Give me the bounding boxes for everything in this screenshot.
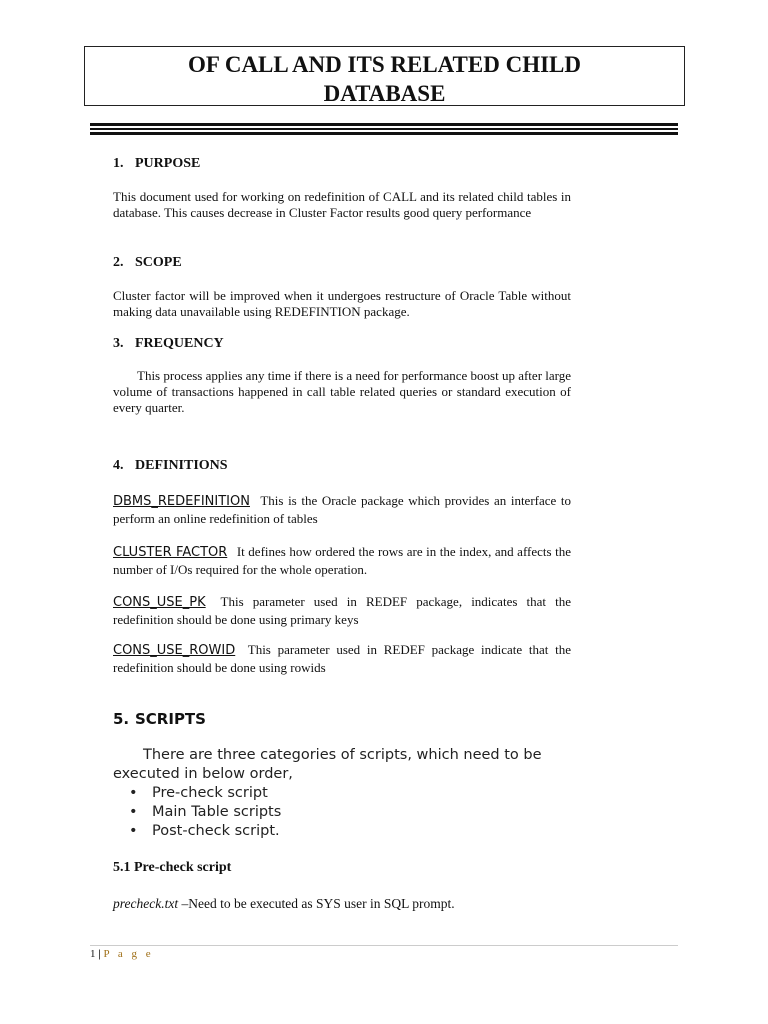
section-heading-scripts: 5. SCRIPTS [113, 710, 206, 728]
definition-desc: This parameter used in REDEF package indicate that the redefinition should be done using rowids [113, 642, 571, 675]
definition-item [113, 593, 571, 628]
title-line-1: OF CALL AND ITS RELATED CHILD [188, 52, 581, 77]
section-heading-definitions: 4. DEFINITIONS [113, 458, 228, 473]
scripts-text: There are three categories of scripts, which need to be executed in below order, [113, 747, 542, 782]
list-item: • Post-check script. [113, 822, 281, 841]
footer-divider [90, 945, 678, 946]
definition-desc: It defines how ordered the rows are in the index, and affects the number of I/Os required for the whole operation. [113, 544, 572, 577]
definition-term: CONS_USE_PK [113, 595, 206, 610]
definition-item [113, 492, 571, 527]
title-rule-top [90, 123, 678, 126]
definition-term: CLUSTER FACTOR [113, 545, 228, 560]
definition-term: CONS_USE_ROWID [113, 643, 236, 658]
definition-term: DBMS_REDEFINITION [113, 494, 250, 509]
purpose-text: This document used for working on redefinition of CALL and its related child tables in database. This causes decrease in Cluster Factor results good query performance [113, 189, 571, 220]
document-title [84, 46, 685, 106]
precheck-filename: precheck.txt [113, 896, 179, 911]
definition-desc: This is the Oracle package which provides an interface to perform an online redefinition of tables [113, 493, 571, 526]
definition-item [113, 543, 571, 578]
precheck-text: precheck.txt –Need to be executed as SYS user in SQL prompt. [113, 896, 455, 911]
scope-text: Cluster factor will be improved when it undergoes restructure of Oracle Table without making data unavailable using REDEFINTION package. [113, 288, 571, 319]
title-rule-bottom [90, 132, 678, 135]
subsection-heading-precheck: 5.1 Pre-check script [113, 860, 232, 875]
scripts-list [113, 784, 281, 841]
title-line-2: DATABASE [323, 81, 446, 106]
section-heading-scope: 2. SCOPE [113, 255, 182, 270]
definition-desc: This parameter used in REDEF package, indicates that the redefinition should be done using primary keys [113, 594, 571, 627]
list-item: • Main Table scripts [113, 803, 281, 822]
title-rule-middle [90, 128, 678, 130]
frequency-text: This process applies any time if there is a need for performance boost up after large volume of transactions happened in call table related queries or standard execution of every quarter. [113, 368, 572, 415]
section-heading-purpose: 1. PURPOSE [113, 156, 201, 171]
page-label: P a g e [103, 948, 154, 960]
definition-item [113, 641, 571, 676]
list-item: • Pre-check script [113, 784, 281, 803]
footer-separator: | [98, 948, 101, 960]
page-footer [90, 948, 154, 960]
page-number: 1 [90, 948, 96, 960]
section-heading-frequency: 3. FREQUENCY [113, 336, 224, 351]
